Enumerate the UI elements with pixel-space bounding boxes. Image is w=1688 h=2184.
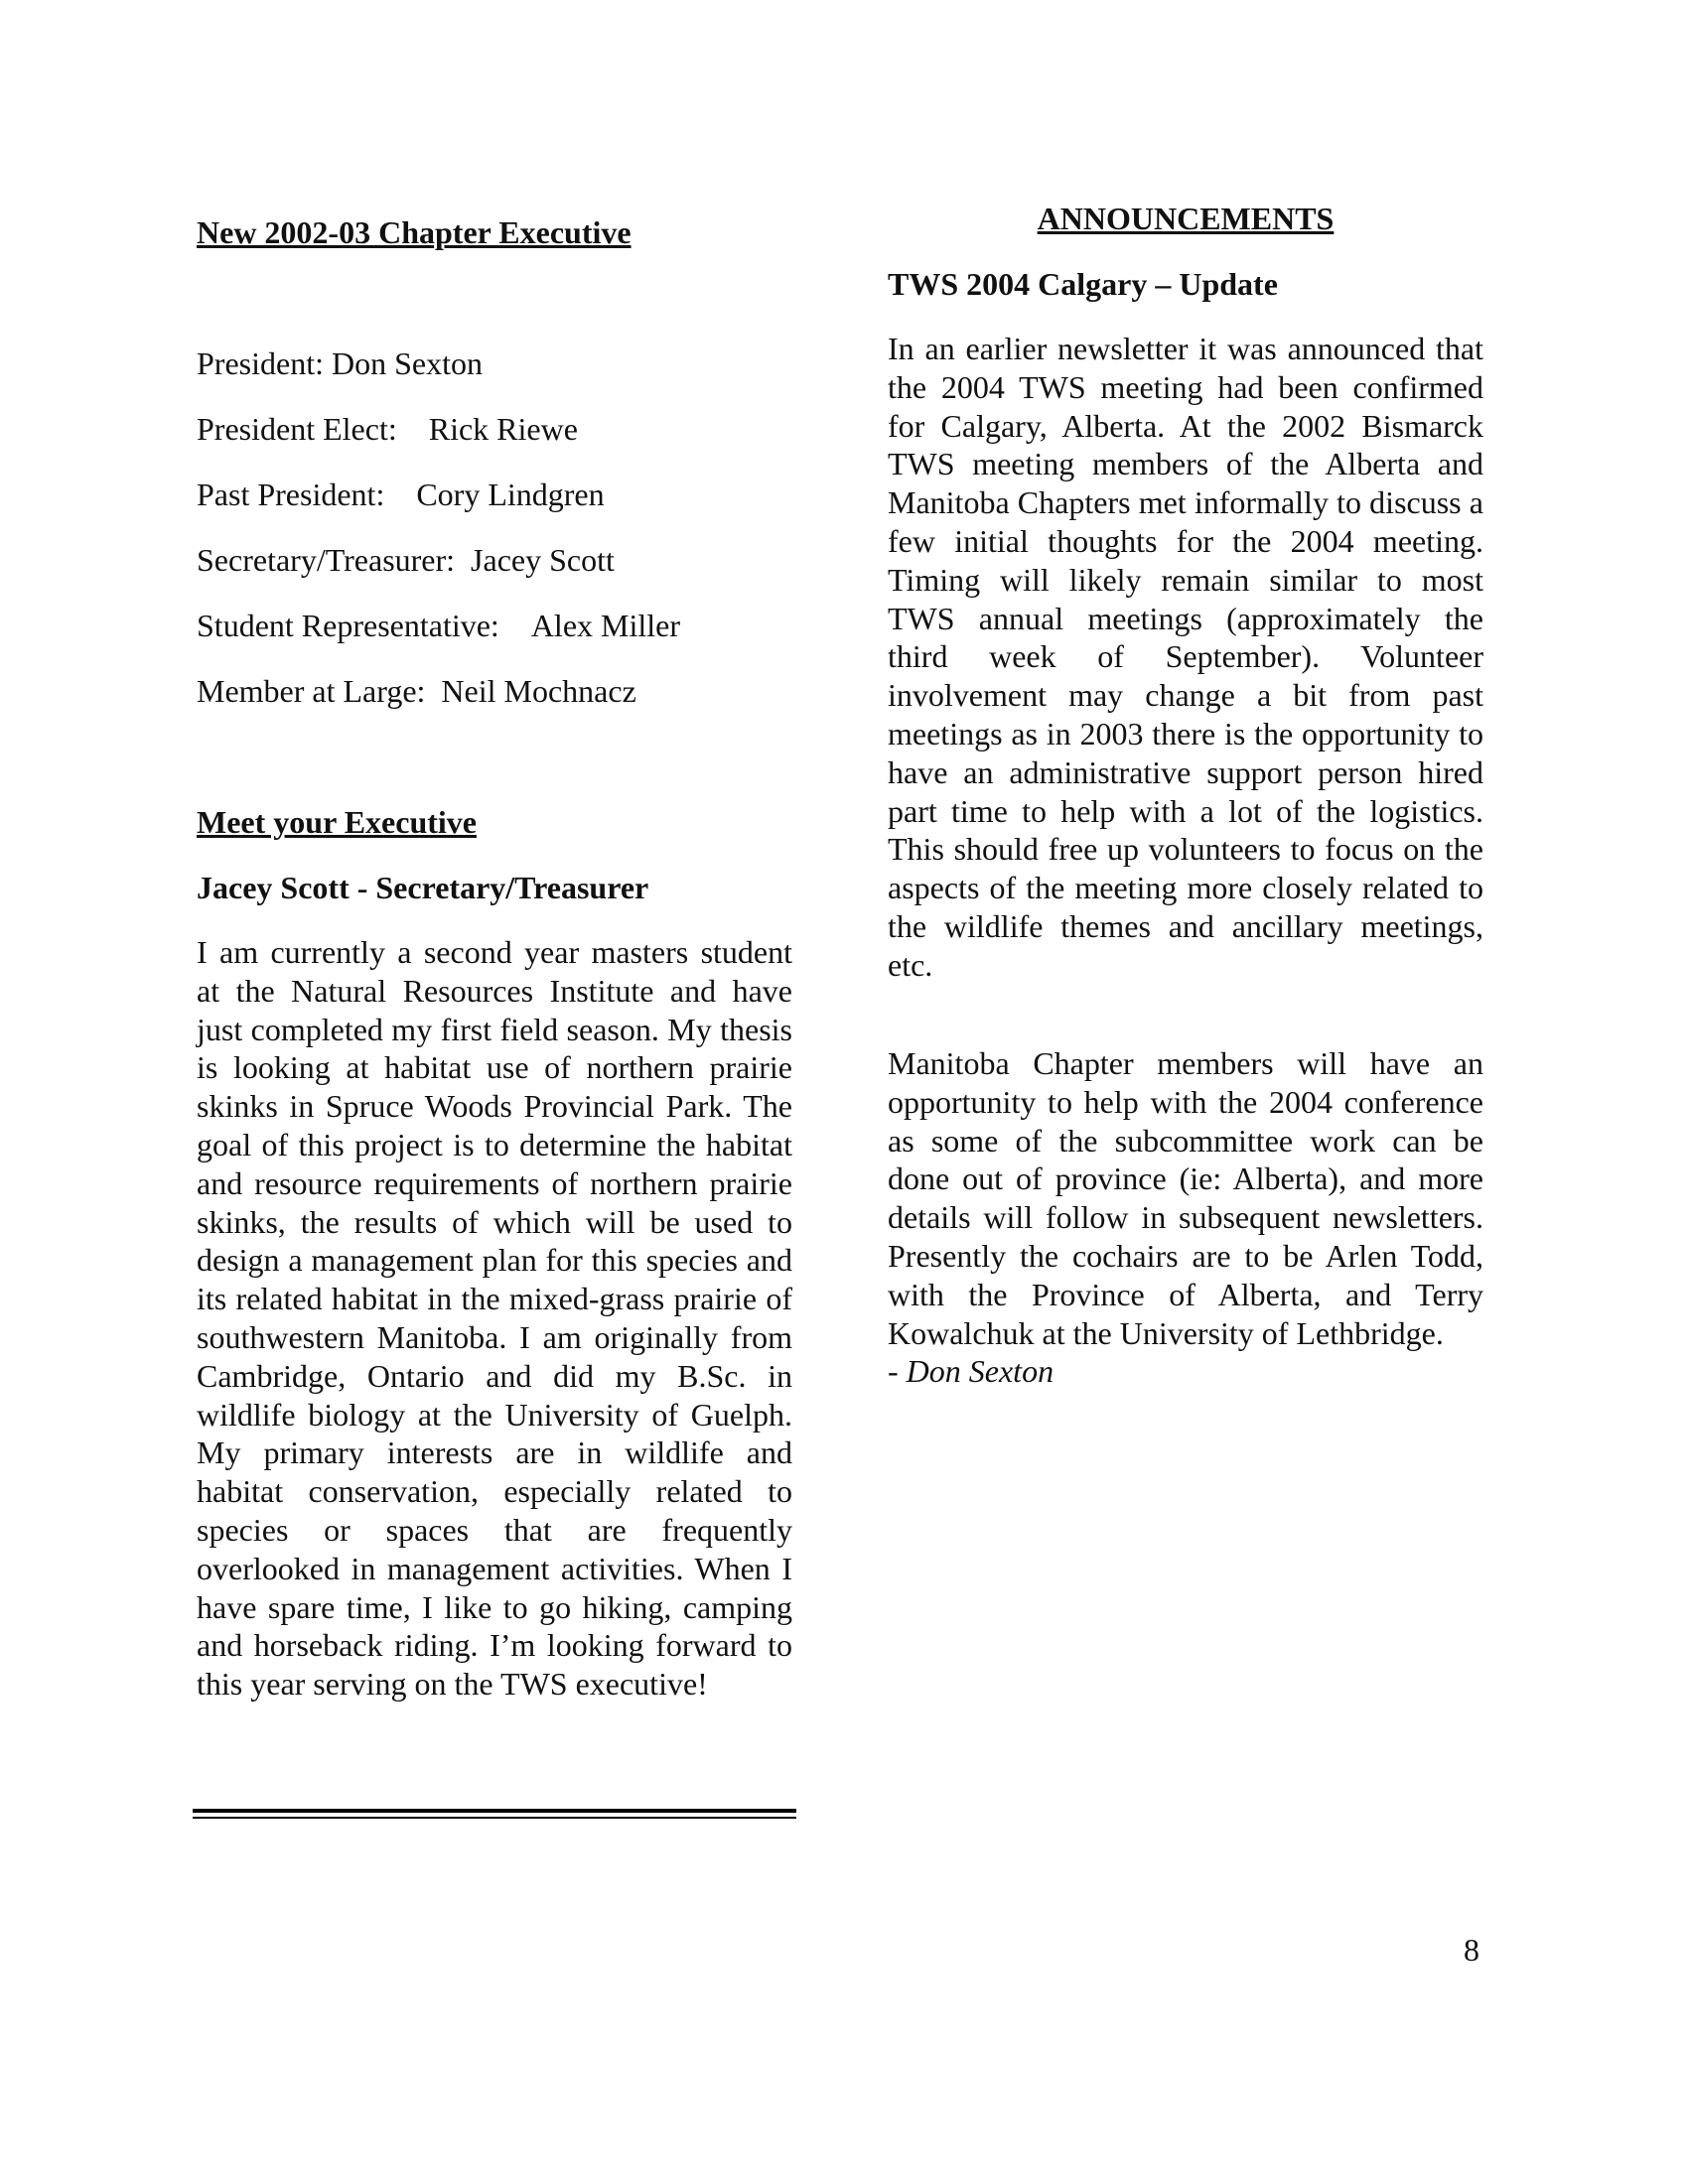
profile-heading: Jacey Scott - Secretary/Treasurer bbox=[197, 870, 649, 905]
profile-paragraph: I am currently a second year masters student at the Natural Resources Institute and have just completed my first field season. My thesis is looking at habitat use of northern prairie skinks in Spruce Woods Provincial Park. The goal of this project is to determine the habitat and resource requirements of northern prairie skinks, the results of which will be used to design a management plan for this species and its related habitat in the mixed-grass prairie of southwestern Manitoba. I am originally from Cambridge, Ontario and did my B.Sc. in wildlife biology at the University of Guelph. My primary interests are in wildlife and habitat conservation, especially related to species or spaces that are frequently overlooked in management activities. When I have spare time, I like to go hiking, camping and horseback riding. I’m looking forward to this year serving on the TWS executive! bbox=[197, 934, 792, 1703]
officer-member-at-large bbox=[197, 671, 636, 711]
page-number: 8 bbox=[1464, 1932, 1479, 1968]
officer-name: Alex Miller bbox=[530, 608, 680, 643]
officer-role: Past President: bbox=[197, 477, 385, 512]
officer-name: Neil Mochnacz bbox=[441, 673, 636, 709]
announcement-paragraph-2-text: Manitoba Chapter members will have an opportunity to help with the 2004 conference as some of the subcommittee work can be done out of province (ie: Alberta), and more details will follow in subsequent newsletters. Presently the cochairs are to be Arlen Todd, with the Province of Alberta, and Terry Kowalchuk at the University of Lethbridge. bbox=[888, 1045, 1483, 1351]
officer-student-representative bbox=[197, 606, 680, 645]
divider-rule-thin bbox=[193, 1817, 796, 1819]
meet-executive-heading: Meet your Executive bbox=[197, 804, 477, 840]
officer-past-president bbox=[197, 475, 605, 514]
announcements-heading: ANNOUNCEMENTS bbox=[1037, 201, 1335, 236]
officer-president bbox=[197, 343, 483, 383]
officer-president-elect bbox=[197, 409, 578, 449]
officer-role: Member at Large: bbox=[197, 673, 426, 709]
officer-role: Student Representative: bbox=[197, 608, 499, 643]
officer-role: President Elect: bbox=[197, 411, 397, 447]
tws-update-heading: TWS 2004 Calgary – Update bbox=[888, 266, 1278, 302]
signature: - Don Sexton bbox=[888, 1353, 1055, 1390]
officer-name: Cory Lindgren bbox=[416, 477, 605, 512]
officer-role: President: bbox=[197, 345, 324, 381]
announcement-paragraph-1: In an earlier newsletter it was announced that the 2004 TWS meeting had been confirmed for Calgary, Alberta. At the 2002 Bismarck TWS meeting members of the Alberta and Manitoba Chapters met informally to discuss a few initial thoughts for the 2004 meeting. Timing will likely remain similar to most TWS annual meetings (approximately the third week of September). Volunteer involvement may change a bit from past meetings as in 2003 there is the opportunity to have an administrative support person hired part time to help with a lot of the logistics. This should free up volunteers to focus on the aspects of the meeting more closely related to the wildlife themes and ancillary meetings, etc. bbox=[888, 331, 1483, 983]
officer-secretary-treasurer bbox=[197, 540, 615, 580]
officer-name: Rick Riewe bbox=[428, 411, 578, 447]
officer-name: Don Sexton bbox=[331, 345, 483, 381]
announcement-paragraph-2 bbox=[888, 1044, 1483, 1391]
officer-role: Secretary/Treasurer: bbox=[197, 542, 456, 578]
officer-name: Jacey Scott bbox=[471, 542, 615, 578]
divider-rule bbox=[193, 1809, 796, 1813]
executive-heading: New 2002-03 Chapter Executive bbox=[197, 214, 632, 250]
